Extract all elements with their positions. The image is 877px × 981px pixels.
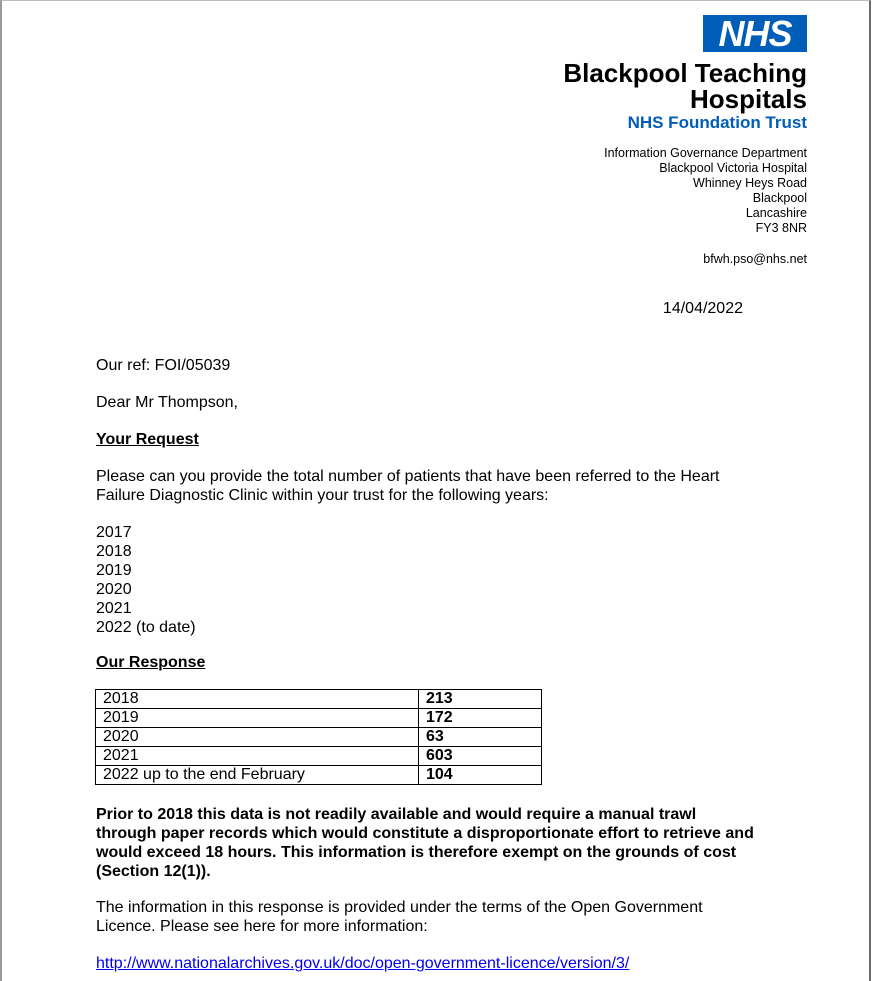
licence-link[interactable]: http://www.nationalarchives.gov.uk/doc/open-government-licence/version/3/ [96,955,630,972]
exemption-note: Prior to 2018 this data is not readily available and would require a manual trawl through paper records which would constitute a disproportionate effort to retrieve and would exceed 18 hours. This information is therefore exempt on the grounds of cost (Section 12(1)). [96,806,754,880]
email: bfwh.pso@nhs.net [703,252,807,266]
org-name-line1: Blackpool Teaching [563,58,807,88]
year-cell: 2021 [96,747,419,766]
reference: Our ref: FOI/05039 [96,357,231,374]
year-cell: 2019 [96,709,419,728]
response-table [95,689,542,785]
value-cell: 104 [419,766,542,785]
org-name-line2: Hospitals [689,84,807,114]
year-item: 2020 [96,581,132,598]
year-cell: 2020 [96,728,419,747]
table-row [96,747,542,766]
year-cell: 2022 up to the end February [96,766,419,785]
table-row [96,690,542,709]
year-item: 2019 [96,562,132,579]
year-cell: 2018 [96,690,419,709]
address-line: Blackpool Victoria Hospital [659,161,807,175]
address-line: FY3 8NR [755,221,807,235]
value-cell: 213 [419,690,542,709]
letter-date: 14/04/2022 [662,300,743,317]
trust-name: NHS Foundation Trust [627,113,807,132]
address-block [604,146,807,236]
year-item: 2018 [96,543,132,560]
year-list [96,523,196,637]
table-row [96,766,542,785]
salutation: Dear Mr Thompson, [96,394,238,411]
table-row [96,728,542,747]
value-cell: 603 [419,747,542,766]
response-heading: Our Response [96,654,206,671]
year-item: 2022 (to date) [96,619,196,636]
request-heading: Your Request [96,431,199,448]
address-line: Lancashire [745,206,807,220]
value-cell: 63 [419,728,542,747]
address-line: Whinney Heys Road [693,176,807,190]
address-line: Blackpool [752,191,807,205]
request-text: Please can you provide the total number of patients that have been referred to the Heart Failure Diagnostic Clinic within your trust for the following years: [96,468,720,504]
licence-text: The information in this response is provided under the terms of the Open Government Licence. Please see here for more information: [96,899,703,935]
table-row [96,709,542,728]
year-item: 2017 [96,524,132,541]
nhs-logo: NHS [703,15,807,52]
value-cell: 172 [419,709,542,728]
year-item: 2021 [96,600,132,617]
address-line: Information Governance Department [604,146,807,160]
